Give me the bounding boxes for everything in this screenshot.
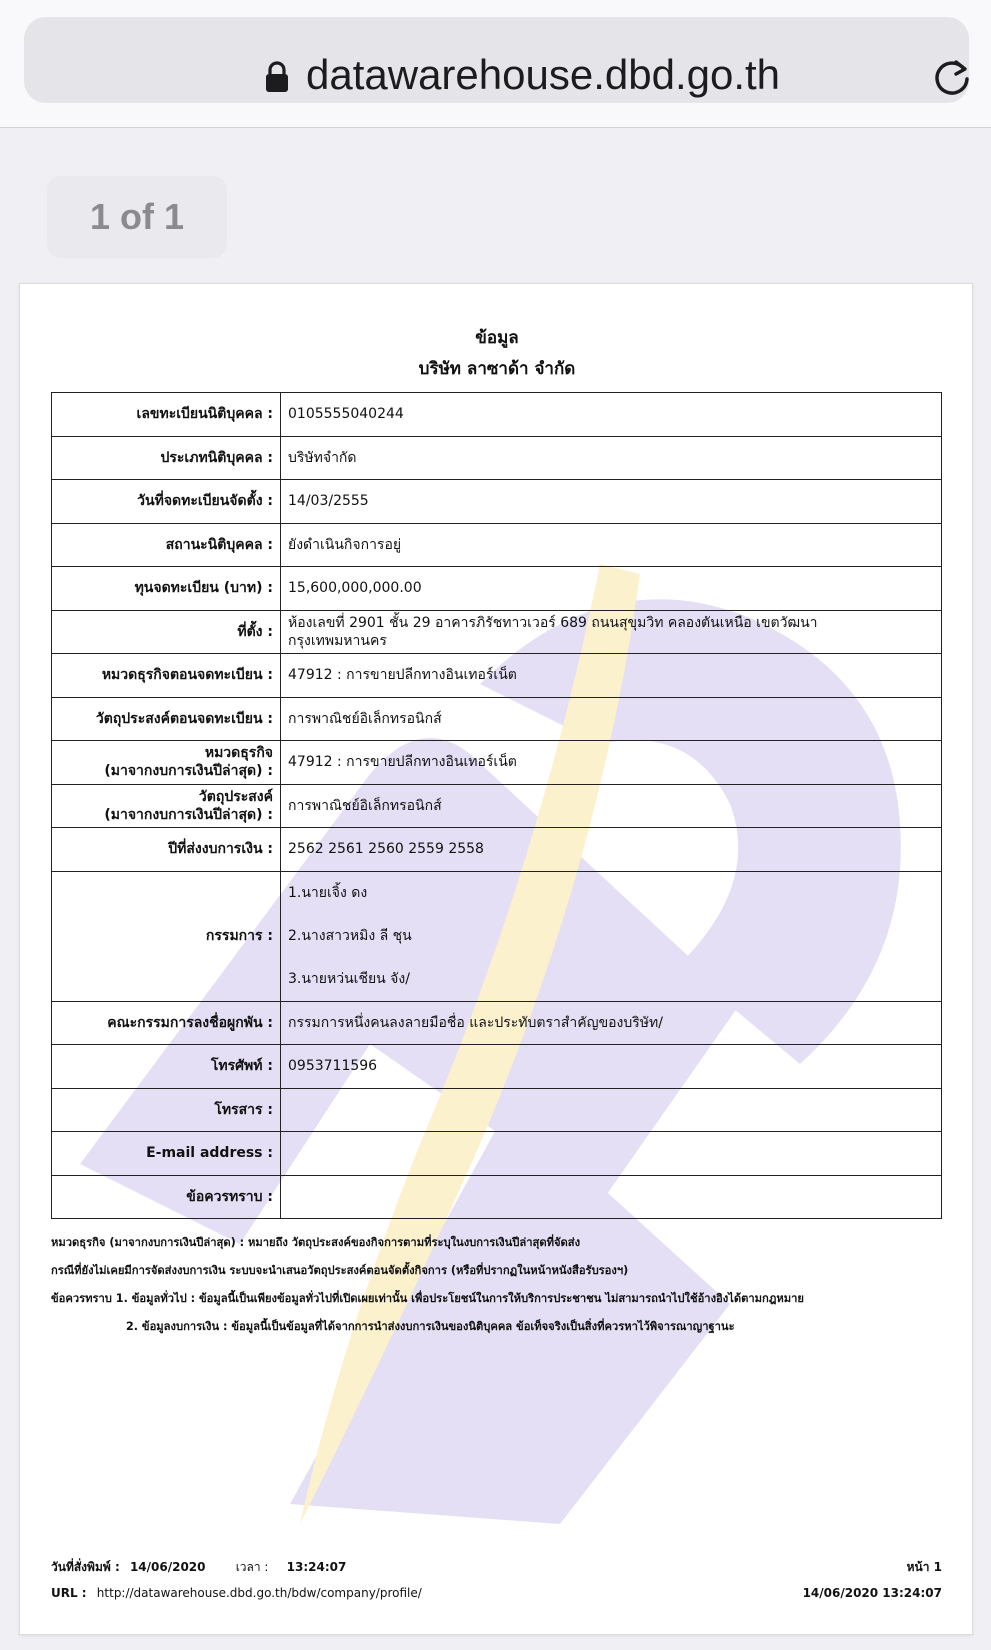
source-url[interactable]: http://datawarehouse.dbd.go.th/bdw/company/profile/ — [96, 1586, 422, 1600]
table-row — [52, 654, 942, 698]
row-value: กรรมการหนึ่งคนลงลายมือชื่อ และประทับตราสำคัญของบริษัท/ — [281, 1001, 942, 1045]
url-info — [51, 1586, 942, 1600]
table-row — [52, 523, 942, 567]
timestamp: 14/06/2020 13:24:07 — [802, 1586, 942, 1600]
row-label: ปีที่ส่งงบการเงิน : — [52, 828, 281, 872]
table-row — [52, 1045, 942, 1089]
table-row — [52, 436, 942, 480]
row-value: 0953711596 — [281, 1045, 942, 1089]
row-label: วันที่จดทะเบียนจัดตั้ง : — [52, 480, 281, 524]
table-row — [52, 1088, 942, 1132]
lock-icon — [264, 61, 290, 93]
row-label: ทุนจดทะเบียน (บาท) : — [52, 567, 281, 611]
print-date-label: วันที่สั่งพิมพ์ : — [51, 1560, 120, 1574]
row-value: บริษัทจำกัด — [281, 436, 942, 480]
row-value: 2562 2561 2560 2559 2558 — [281, 828, 942, 872]
row-label: ที่ตั้ง : — [52, 610, 281, 654]
table-row — [52, 828, 942, 872]
row-value: 47912 : การขายปลีกทางอินเทอร์เน็ต — [281, 654, 942, 698]
reload-icon[interactable] — [930, 55, 974, 99]
url-label: URL : — [51, 1586, 87, 1600]
row-label: หมวดธุรกิจตอนจดทะเบียน : — [52, 654, 281, 698]
row-value — [281, 1132, 942, 1176]
table-row — [52, 1001, 942, 1045]
note-line: กรณีที่ยังไม่เคยมีการจัดส่งงบการเงิน ระบบจะนำเสนอวัตถุประสงค์ตอนจัดตั้งกิจการ (หรือที่ปรากฏในหน้าหนังสือรับรองฯ) — [51, 1264, 629, 1277]
table-row — [52, 1132, 942, 1176]
note-line: ข้อควรทราบ 1. ข้อมูลทั่วไป : ข้อมูลนี้เป็นเพียงข้อมูลทั่วไปที่เปิดเผยเท่านั้น เพื่อประโยชน์ในการให้บริการประชาชน ไม่สามารถนำไปใช้อ้างอิงได้ตามกฎหมาย — [51, 1292, 804, 1305]
director-2: 2.นางสาวหมิง ลี ชุน — [288, 927, 412, 944]
table-row — [52, 871, 942, 1001]
doc-title: ข้อมูล — [475, 328, 519, 348]
row-value: การพาณิชย์อิเล็กทรอนิกส์ — [281, 784, 942, 828]
address-line-1: ห้องเลขที่ 2901 ชั้น 29 อาคารภิรัชทาวเวอร์ 689 ถนนสุขุมวิท คลองตันเหนือ เขตวัฒนา — [288, 614, 818, 631]
document-page — [19, 283, 973, 1635]
director-1: 1.นายเจิ้ง ดง — [288, 884, 368, 901]
url-text[interactable]: datawarehouse.dbd.go.th — [306, 51, 781, 98]
label-line-1: หมวดธุรกิจ — [204, 745, 273, 762]
page-counter: 1 of 1 — [47, 176, 227, 258]
director-3: 3.นายหว่นเชียน จัง/ — [288, 970, 410, 987]
table-row — [52, 697, 942, 741]
row-label: ประเภทนิติบุคคล : — [52, 436, 281, 480]
table-row — [52, 741, 942, 785]
row-value — [281, 871, 942, 1001]
table-row — [52, 393, 942, 437]
row-value — [281, 610, 942, 654]
row-label: โทรสาร : — [52, 1088, 281, 1132]
row-value: 0105555040244 — [281, 393, 942, 437]
address-line-2: กรุงเทพมหานคร — [288, 632, 387, 649]
row-label: E-mail address : — [52, 1132, 281, 1176]
row-label: ข้อควรทราบ : — [52, 1175, 281, 1219]
company-name: บริษัท ลาซาด้า จำกัด — [418, 359, 576, 379]
row-value — [281, 1175, 942, 1219]
label-line-1: วัตถุประสงค์ — [198, 788, 273, 805]
row-value: 15,600,000,000.00 — [281, 567, 942, 611]
row-label: คณะกรรมการลงชื่อผูกพัน : — [52, 1001, 281, 1045]
row-label — [52, 784, 281, 828]
row-value: 14/03/2555 — [281, 480, 942, 524]
address-bar[interactable] — [24, 17, 969, 103]
browser-toolbar — [0, 0, 991, 128]
row-label — [52, 741, 281, 785]
row-label: โทรศัพท์ : — [52, 1045, 281, 1089]
print-info — [51, 1558, 942, 1577]
row-label: วัตถุประสงค์ตอนจดทะเบียน : — [52, 697, 281, 741]
company-info-table — [51, 392, 942, 1219]
table-row — [52, 567, 942, 611]
row-value — [281, 1088, 942, 1132]
row-value: การพาณิชย์อิเล็กทรอนิกส์ — [281, 697, 942, 741]
row-value: ยังดำเนินกิจการอยู่ — [281, 523, 942, 567]
row-label: สถานะนิติบุคคล : — [52, 523, 281, 567]
print-date: 14/06/2020 — [129, 1560, 206, 1574]
row-label: เลขทะเบียนนิติบุคคล : — [52, 393, 281, 437]
label-line-2: (มาจากงบการเงินปีล่าสุด) : — [104, 806, 273, 823]
note-line: หมวดธุรกิจ (มาจากงบการเงินปีล่าสุด) : หมายถึง วัตถุประสงค์ของกิจการตามที่ระบุในงบการเงินปีล่าสุดที่จัดส่ง — [51, 1236, 581, 1249]
row-value: 47912 : การขายปลีกทางอินเทอร์เน็ต — [281, 741, 942, 785]
page-number: หน้า 1 — [906, 1560, 942, 1574]
table-row — [52, 480, 942, 524]
label-line-2: (มาจากงบการเงินปีล่าสุด) : — [104, 763, 273, 780]
row-label: กรรมการ : — [52, 871, 281, 1001]
time-label: เวลา : — [235, 1560, 269, 1574]
table-row — [52, 784, 942, 828]
table-row — [52, 1175, 942, 1219]
note-line: 2. ข้อมูลงบการเงิน : ข้อมูลนี้เป็นข้อมูลที่ได้จากการนำส่งงบการเงินของนิติบุคคล ข้อเท็จจริงเป็นสิ่งที่ควรหาไว้พิจารณาญาฐานะ — [126, 1320, 735, 1333]
table-row — [52, 610, 942, 654]
footnotes — [51, 1229, 951, 1341]
print-time: 13:24:07 — [286, 1560, 347, 1574]
